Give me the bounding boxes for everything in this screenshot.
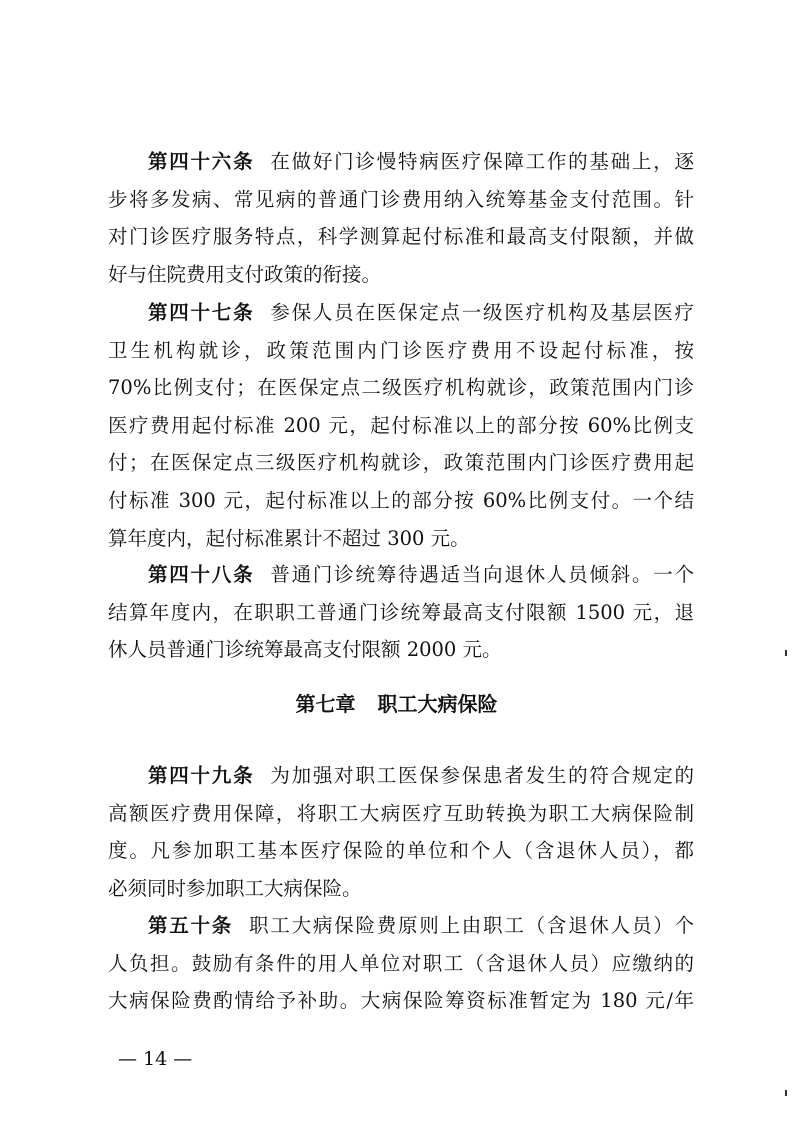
article-46: [108, 143, 694, 293]
article-line: 好与住院费用支付政策的衔接。: [108, 262, 382, 286]
article-line: 医疗费用起付标准 200 元，起付标准以上的部分按 60%比例支: [108, 413, 694, 437]
article-line: 卫生机构就诊，政策范围内门诊医疗费用不设起付标准，按: [108, 338, 694, 362]
article-line: 70%比例支付；在医保定点二级医疗机构就诊，政策范围内门诊: [108, 376, 694, 400]
article-line: 休人员普通门诊统筹最高支付限额 2000 元。: [108, 638, 502, 662]
article-line: 步将多发病、常见病的普通门诊费用纳入统筹基金支付范围。针: [108, 187, 694, 211]
article-line: [108, 757, 694, 795]
article-line: 付；在医保定点三级医疗机构就诊，政策范围内门诊医疗费用起: [108, 451, 694, 475]
article-label: 第四十八条: [148, 563, 255, 586]
article-line: 高额医疗费用保障，将职工大病医疗互助转换为职工大病保险制: [108, 801, 694, 825]
text: 为加强对职工医保参保患者发生的符合规定的: [270, 764, 694, 787]
article-line: 必须同时参加职工大病保险。: [108, 876, 362, 900]
text: 参保人员在医保定点一级医疗机构及基层医疗: [270, 301, 694, 324]
article-49: [108, 757, 694, 907]
chapter-title: 职工大病保险: [377, 692, 498, 716]
article-line: 算年度内，起付标准累计不超过 300 元。: [108, 526, 470, 550]
article-line: [108, 143, 694, 181]
article-label: 第四十七条: [148, 301, 255, 324]
text: 在做好门诊慢特病医疗保障工作的基础上，逐: [270, 150, 694, 173]
chapter-heading: [0, 688, 793, 717]
scan-mark: [785, 650, 787, 656]
text: 普通门诊统筹待遇适当向退休人员倾斜。一个: [270, 563, 694, 586]
scan-mark: [785, 1090, 787, 1096]
article-47: [108, 294, 694, 557]
article-48: [108, 556, 694, 669]
article-50: [108, 907, 694, 1020]
chapter-number: 第七章: [295, 692, 356, 716]
article-line: 结算年度内，在职职工普通门诊统筹最高支付限额 1500 元，退: [108, 600, 694, 624]
article-line: 付标准 300 元，起付标准以上的部分按 60%比例支付。一个结: [108, 488, 694, 512]
article-line: 度。凡参加职工基本医疗保险的单位和个人（含退休人员），都: [108, 839, 694, 863]
article-line: 大病保险费酌情给予补助。大病保险筹资标准暂定为 180 元/年: [108, 989, 694, 1013]
page-number: — 14 —: [118, 1048, 193, 1070]
article-label: 第五十条: [148, 914, 234, 937]
article-label: 第四十六条: [148, 150, 255, 173]
article-label: 第四十九条: [148, 764, 255, 787]
article-line: [108, 907, 694, 945]
article-line: 对门诊医疗服务特点，科学测算起付标准和最高支付限额，并做: [108, 225, 694, 249]
article-line: 人负担。鼓励有条件的用人单位对职工（含退休人员）应缴纳的: [108, 951, 694, 975]
text: 职工大病保险费原则上由职工（含退休人员）个: [249, 914, 694, 937]
article-line: [108, 294, 694, 332]
article-line: [108, 556, 694, 594]
